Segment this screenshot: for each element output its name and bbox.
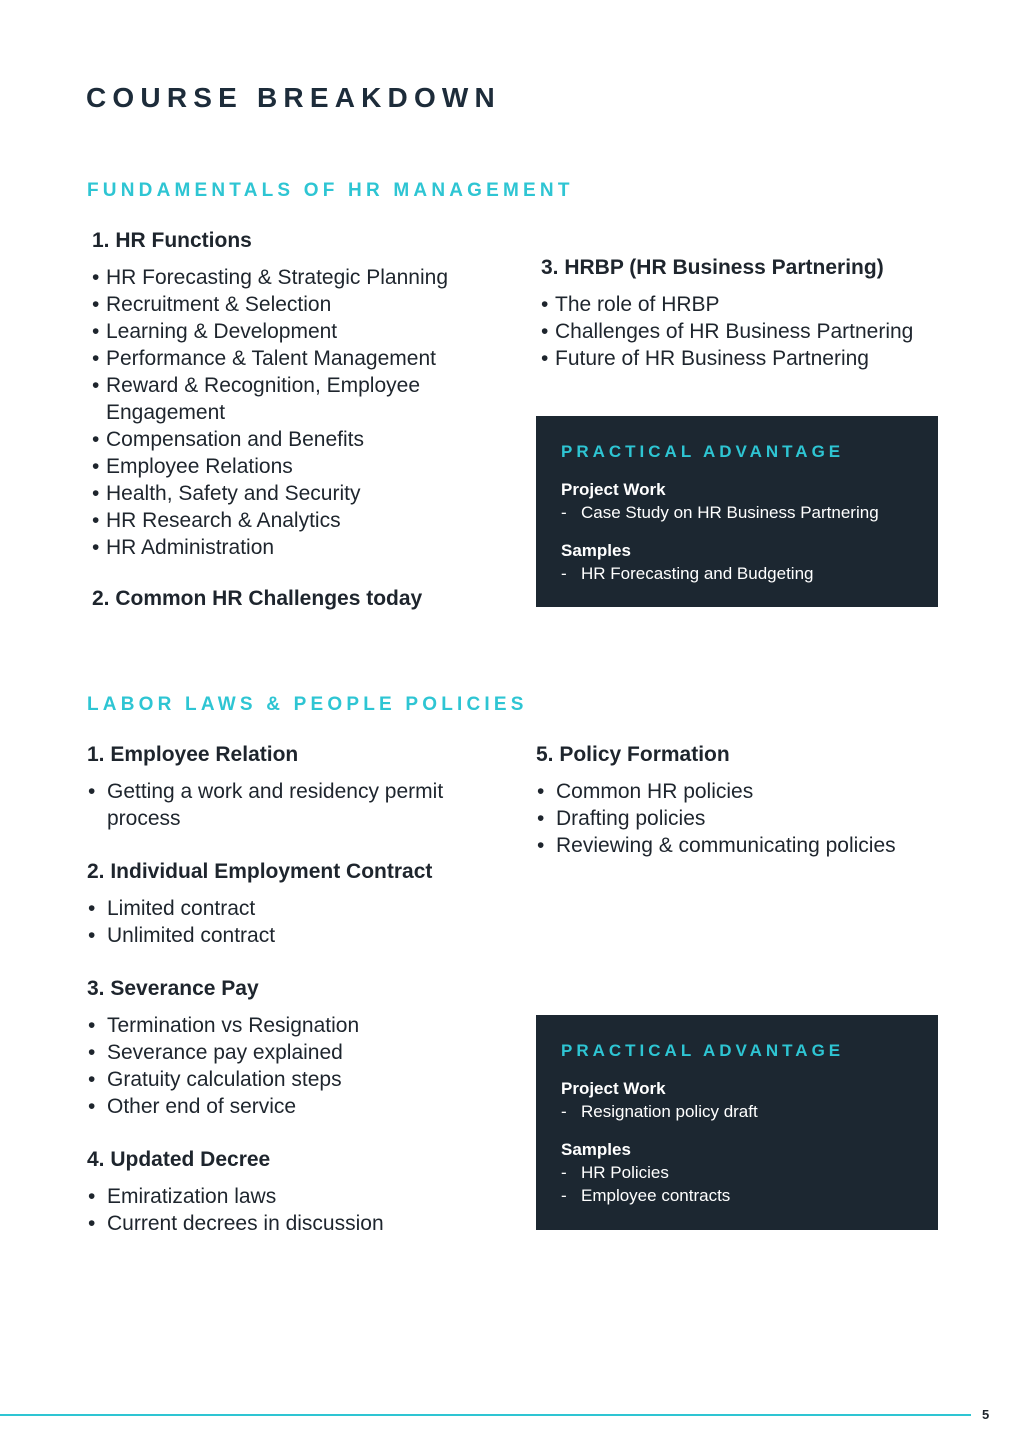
project-work-item: - Resignation policy draft bbox=[561, 1102, 758, 1121]
list-item: • Severance pay explained bbox=[87, 1039, 507, 1066]
block-hr-functions bbox=[92, 228, 512, 561]
samples-item: - Employee contracts bbox=[561, 1186, 731, 1205]
project-work-group bbox=[561, 478, 913, 524]
block-title: 2. Common HR Challenges today bbox=[92, 587, 423, 610]
list-item: • Gratuity calculation steps bbox=[87, 1066, 507, 1093]
list-item: • Termination vs Resignation bbox=[87, 1012, 507, 1039]
bullet-list bbox=[536, 778, 956, 859]
project-work-group bbox=[561, 1077, 913, 1123]
bullet-list bbox=[92, 264, 512, 561]
project-work-label: Project Work bbox=[561, 1079, 666, 1098]
project-work-item: - Case Study on HR Business Partnering bbox=[561, 503, 879, 522]
block-common-hr-challenges bbox=[92, 586, 512, 612]
samples-item: - HR Policies bbox=[561, 1163, 669, 1182]
block-updated-decree bbox=[87, 1147, 507, 1237]
bullet-list bbox=[87, 1183, 507, 1237]
samples-label: Samples bbox=[561, 541, 631, 560]
block-policy-formation bbox=[536, 742, 956, 859]
block-title: 1. HR Functions bbox=[92, 229, 252, 252]
list-item: • Health, Safety and Security bbox=[92, 480, 512, 507]
list-item: • HR Administration bbox=[92, 534, 512, 561]
bullet-list bbox=[87, 895, 507, 949]
section-heading-labor-laws: LABOR LAWS & PEOPLE POLICIES bbox=[87, 694, 528, 715]
list-item: • Future of HR Business Partnering bbox=[541, 345, 961, 372]
list-item: • Emiratization laws bbox=[87, 1183, 507, 1210]
bullet-list bbox=[541, 291, 961, 372]
list-item: • Unlimited contract bbox=[87, 922, 507, 949]
bullet-list bbox=[87, 1012, 507, 1120]
section-heading-fundamentals: FUNDAMENTALS OF HR MANAGEMENT bbox=[87, 180, 574, 201]
list-item: • Reviewing & communicating policies bbox=[536, 832, 956, 859]
practical-advantage-box-1 bbox=[536, 416, 938, 607]
list-item: • Current decrees in discussion bbox=[87, 1210, 507, 1237]
samples-label: Samples bbox=[561, 1140, 631, 1159]
block-title: 4. Updated Decree bbox=[87, 1148, 271, 1171]
samples-group bbox=[561, 539, 913, 585]
list-item: • Performance & Talent Management bbox=[92, 345, 512, 372]
list-item: • Compensation and Benefits bbox=[92, 426, 512, 453]
page-title: COURSE BREAKDOWN bbox=[86, 82, 501, 113]
list-item: • Challenges of HR Business Partnering bbox=[541, 318, 961, 345]
samples-item: - HR Forecasting and Budgeting bbox=[561, 564, 814, 583]
list-item: • Reward & Recognition, Employee Engagement bbox=[92, 372, 472, 426]
list-item: • HR Research & Analytics bbox=[92, 507, 512, 534]
block-title: 3. HRBP (HR Business Partnering) bbox=[541, 256, 884, 279]
project-work-label: Project Work bbox=[561, 480, 666, 499]
footer-divider bbox=[0, 1414, 971, 1416]
block-title: 5. Policy Formation bbox=[536, 743, 730, 766]
list-item: • Recruitment & Selection bbox=[92, 291, 512, 318]
samples-group bbox=[561, 1138, 913, 1207]
list-item: • Drafting policies bbox=[536, 805, 956, 832]
list-item: • HR Forecasting & Strategic Planning bbox=[92, 264, 512, 291]
practical-advantage-box-2 bbox=[536, 1015, 938, 1230]
page-number: 5 bbox=[982, 1407, 990, 1422]
block-severance-pay bbox=[87, 976, 507, 1120]
block-employee-relation bbox=[87, 742, 497, 832]
list-item: • Other end of service bbox=[87, 1093, 507, 1120]
list-item: • Employee Relations bbox=[92, 453, 512, 480]
block-hrbp bbox=[541, 255, 961, 372]
advantage-title: PRACTICAL ADVANTAGE bbox=[561, 1041, 845, 1060]
list-item: • Common HR policies bbox=[536, 778, 956, 805]
list-item: • Learning & Development bbox=[92, 318, 512, 345]
list-item: • Getting a work and residency permit process bbox=[87, 778, 487, 832]
block-employment-contract bbox=[87, 859, 507, 949]
advantage-title: PRACTICAL ADVANTAGE bbox=[561, 442, 845, 461]
block-title: 2. Individual Employment Contract bbox=[87, 860, 433, 883]
block-title: 3. Severance Pay bbox=[87, 977, 259, 1000]
list-item: • Limited contract bbox=[87, 895, 507, 922]
list-item: • The role of HRBP bbox=[541, 291, 961, 318]
bullet-list bbox=[87, 778, 497, 832]
block-title: 1. Employee Relation bbox=[87, 743, 299, 766]
